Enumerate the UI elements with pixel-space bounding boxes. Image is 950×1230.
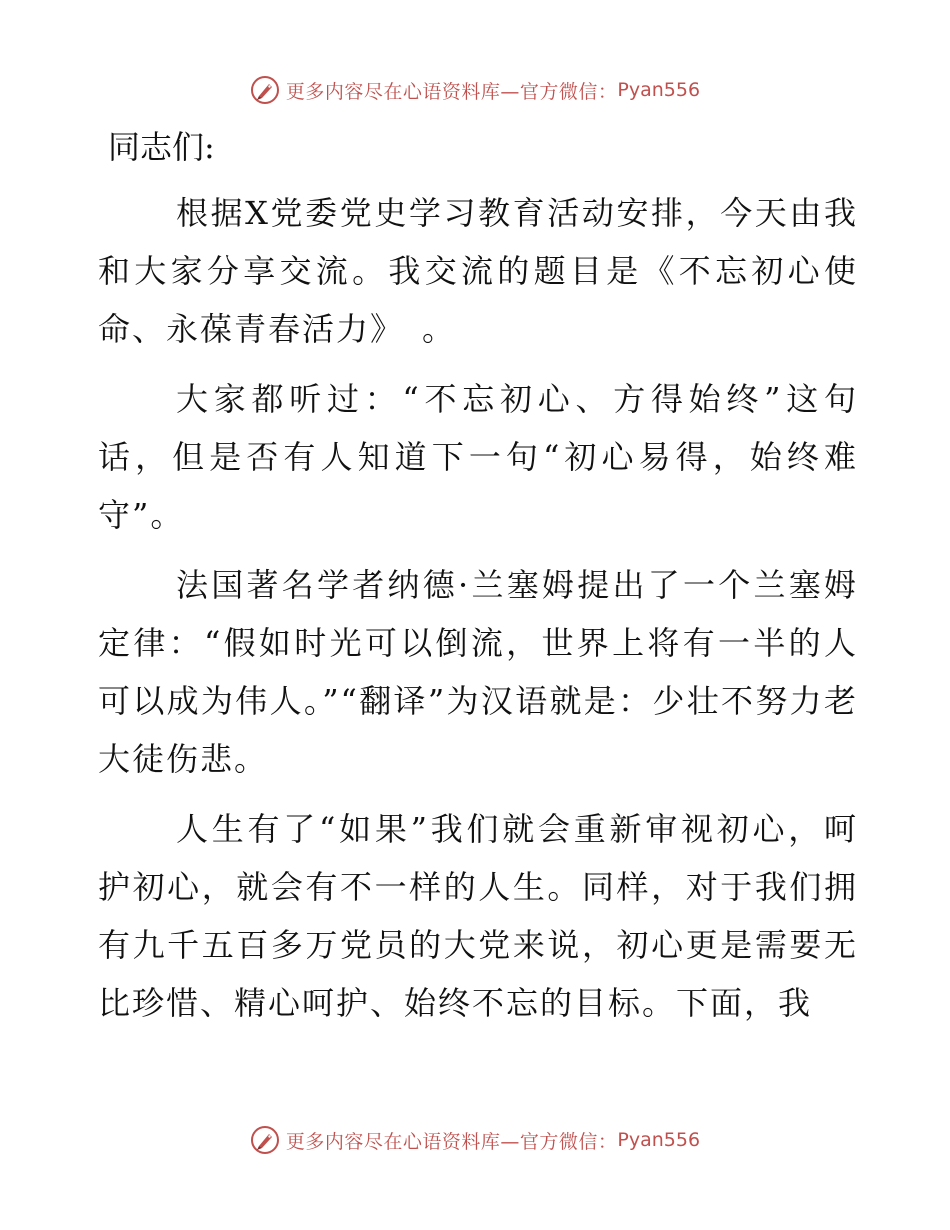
paragraph-4: 人生有了“如果”我们就会重新审视初心，呵护初心，就会有不一样的人生。同样，对于我们拥有九千五百多万党员的大党来说，初心更是需要无比珍惜、精心呵护、始终不忘的目标。下面，我 xyxy=(98,810,858,1022)
paragraph-1: 根据X党委党史学习教育活动安排，今天由我和大家分享交流。我交流的题目是《不忘初心使命、永葆青春活力》 。 xyxy=(98,194,858,348)
salutation: 同志们: xyxy=(108,128,215,166)
paragraph-2: 大家都听过：“不忘初心、方得始终”这句话，但是否有人知道下一句“初心易得，始终难守”。 xyxy=(98,380,858,534)
header-wechat-id: Pyan556 xyxy=(617,79,701,101)
paragraph-3: 法国著名学者纳德·兰塞姆提出了一个兰塞姆定律：“假如时光可以倒流，世界上将有一半的人可以成为伟人。”“翻译”为汉语就是：少壮不努力老大徒伤悲。 xyxy=(98,566,858,778)
header-banner xyxy=(0,70,950,110)
footer-wechat-id: Pyan556 xyxy=(617,1129,701,1151)
footer-banner-text: 更多内容尽在心语资料库—官方微信： xyxy=(285,1130,618,1153)
pen-nib-logo-icon xyxy=(250,75,280,105)
pen-nib-logo-icon xyxy=(250,1125,280,1155)
footer-banner xyxy=(0,1120,950,1160)
header-banner-text: 更多内容尽在心语资料库—官方微信： xyxy=(285,80,618,103)
document-body xyxy=(98,118,858,1044)
